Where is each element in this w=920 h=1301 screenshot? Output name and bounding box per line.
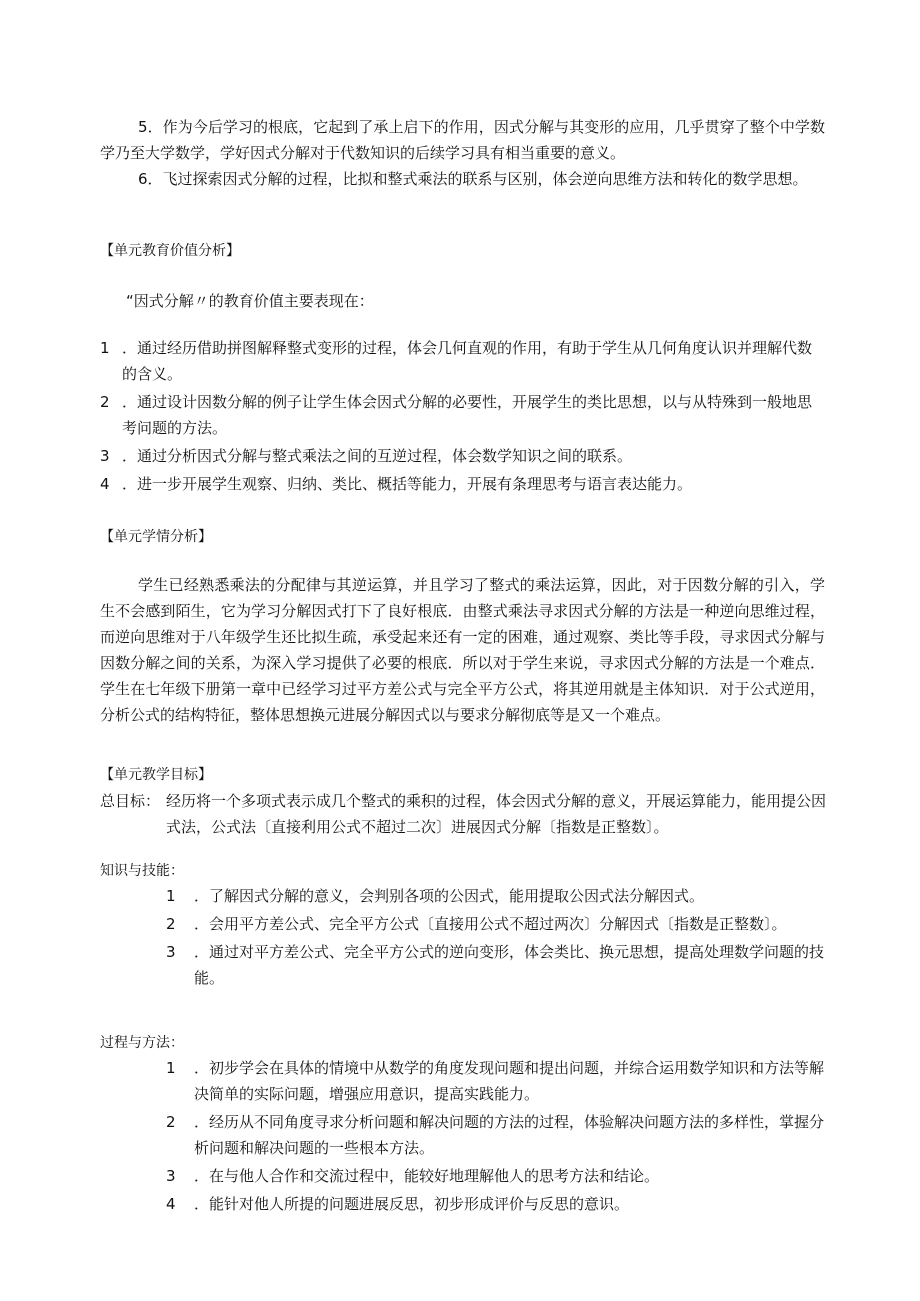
section-heading-student: 【单元学情分析】: [100, 529, 212, 545]
top-item-6-text: ．飞过探索因式分解的过程，比拟和整式乘法的联系与区别，体会逆向思维方法和转化的数学思想。: [147, 170, 808, 188]
list-item-num: 2: [166, 1113, 176, 1131]
list-item: [166, 911, 826, 937]
student-analysis-body: 学生已经熟悉乘法的分配律与其逆运算，并且学习了整式的乘法运算，因此，对于因数分解的引入，学生不会感到陌生，它为学习分解因式打下了良好根底．由整式乘法寻求因式分解的方法是一种逆向思维过程，而逆向思维对于八年级学生还比拟生疏，承受起来还有一定的困难，通过观察、类比等手段，寻求因式分解与因数分解之间的关系，为深入学习提供了必要的根底．所以对于学生来说，寻求因式分解的方法是一个难点．学生在七年级下册第一章中已经学习过平方差公式与完全平方公式，将其逆用就是主体知识．对于公式逆用，分析公式的结构特征，整体思想换元进展分解因式以与要求分解彻底等是又一个难点。: [100, 576, 825, 724]
list-item: [100, 471, 825, 497]
list-item: [166, 1163, 826, 1189]
list-item-text: ．能针对他人所提的问题进展反思，初步形成评价与反思的意识。: [194, 1195, 630, 1213]
overall-goal: [100, 788, 840, 840]
section-heading-goals: 【单元教学目标】: [100, 767, 212, 783]
knowledge-list: [166, 883, 826, 993]
list-item-text: ．通过分析因式分解与整式乘法之间的互逆过程，体会数学知识之间的联系。: [122, 447, 633, 465]
list-item: [166, 1055, 826, 1107]
list-item: [166, 1109, 826, 1161]
list-item-text: ．经历从不同角度寻求分析问题和解决问题的方法的过程，体验解决问题方法的多样性，掌握分析问题和解决问题的一些根本方法。: [194, 1113, 825, 1157]
list-item-text: ．通过对平方差公式、完全平方公式的逆向变形，体会类比、换元思想，提高处理数学问题的技能。: [194, 943, 825, 987]
top-item-5-text: ．作为今后学习的根底，它起到了承上启下的作用，因式分解与其变形的应用，几乎贯穿了整个中学数学乃至大学数学，学好因式分解对于代数知识的后续学习具有相当重要的意义。: [100, 118, 825, 162]
section-heading-value: 【单元教育价值分析】: [100, 243, 240, 259]
list-item-num: 4: [166, 1195, 176, 1213]
top-item-6-num: 6: [138, 170, 148, 188]
knowledge-label: 知识与技能：: [100, 863, 184, 879]
top-item-5-num: 5: [138, 118, 148, 136]
top-item-5: [100, 114, 825, 166]
value-list: [100, 335, 825, 499]
list-item: [100, 335, 825, 387]
list-item-text: ．会用平方差公式、完全平方公式〔直接用公式不超过两次〕分解因式〔指数是正整数〕。: [194, 915, 787, 933]
list-item-num: 1: [166, 887, 176, 905]
list-item-text: ．通过经历借助拼图解释整式变形的过程，体会几何直观的作用，有助于学生从几何角度认识并理解代数的含义。: [122, 339, 813, 383]
list-item-num: 4: [100, 475, 110, 493]
value-intro: “因式分解〃的教育价值主要表现在：: [126, 292, 374, 310]
list-item-text: ．通过设计因数分解的例子让学生体会因式分解的必要性，开展学生的类比思想，以与从特殊到一般地思考问题的方法。: [122, 393, 813, 437]
process-list: [166, 1055, 826, 1219]
overall-goal-text: 经历将一个多项式表示成几个整式的乘积的过程，体会因式分解的意义，开展运算能力，能用提公因式法，公式法〔直接利用公式不超过二次〕进展因式分解〔指数是正整数〕。: [166, 792, 827, 836]
overall-goal-label: 总目标：: [100, 792, 161, 810]
top-item-6: [100, 166, 825, 192]
list-item: [100, 389, 825, 441]
list-item-num: 3: [166, 943, 176, 961]
list-item: [100, 443, 825, 469]
list-item: [166, 883, 826, 909]
list-item-text: ．在与他人合作和交流过程中，能较好地理解他人的思考方法和结论。: [194, 1167, 660, 1185]
list-item-text: ．进一步开展学生观察、归纳、类比、概括等能力，开展有条理思考与语言表达能力。: [122, 475, 693, 493]
list-item: [166, 1191, 826, 1217]
list-item-num: 3: [166, 1167, 176, 1185]
process-label: 过程与方法：: [100, 1035, 184, 1051]
list-item-text: ．初步学会在具体的情境中从数学的角度发现问题和提出问题，并综合运用数学知识和方法等解决简单的实际问题，增强应用意识，提高实践能力。: [194, 1059, 825, 1103]
list-item-num: 2: [100, 393, 110, 411]
list-item-text: ．了解因式分解的意义，会判别各项的公因式，能用提取公因式法分解因式。: [194, 887, 705, 905]
list-item-num: 2: [166, 915, 176, 933]
list-item: [166, 939, 826, 991]
list-item-num: 3: [100, 447, 110, 465]
list-item-num: 1: [100, 339, 110, 357]
list-item-num: 1: [166, 1059, 176, 1077]
